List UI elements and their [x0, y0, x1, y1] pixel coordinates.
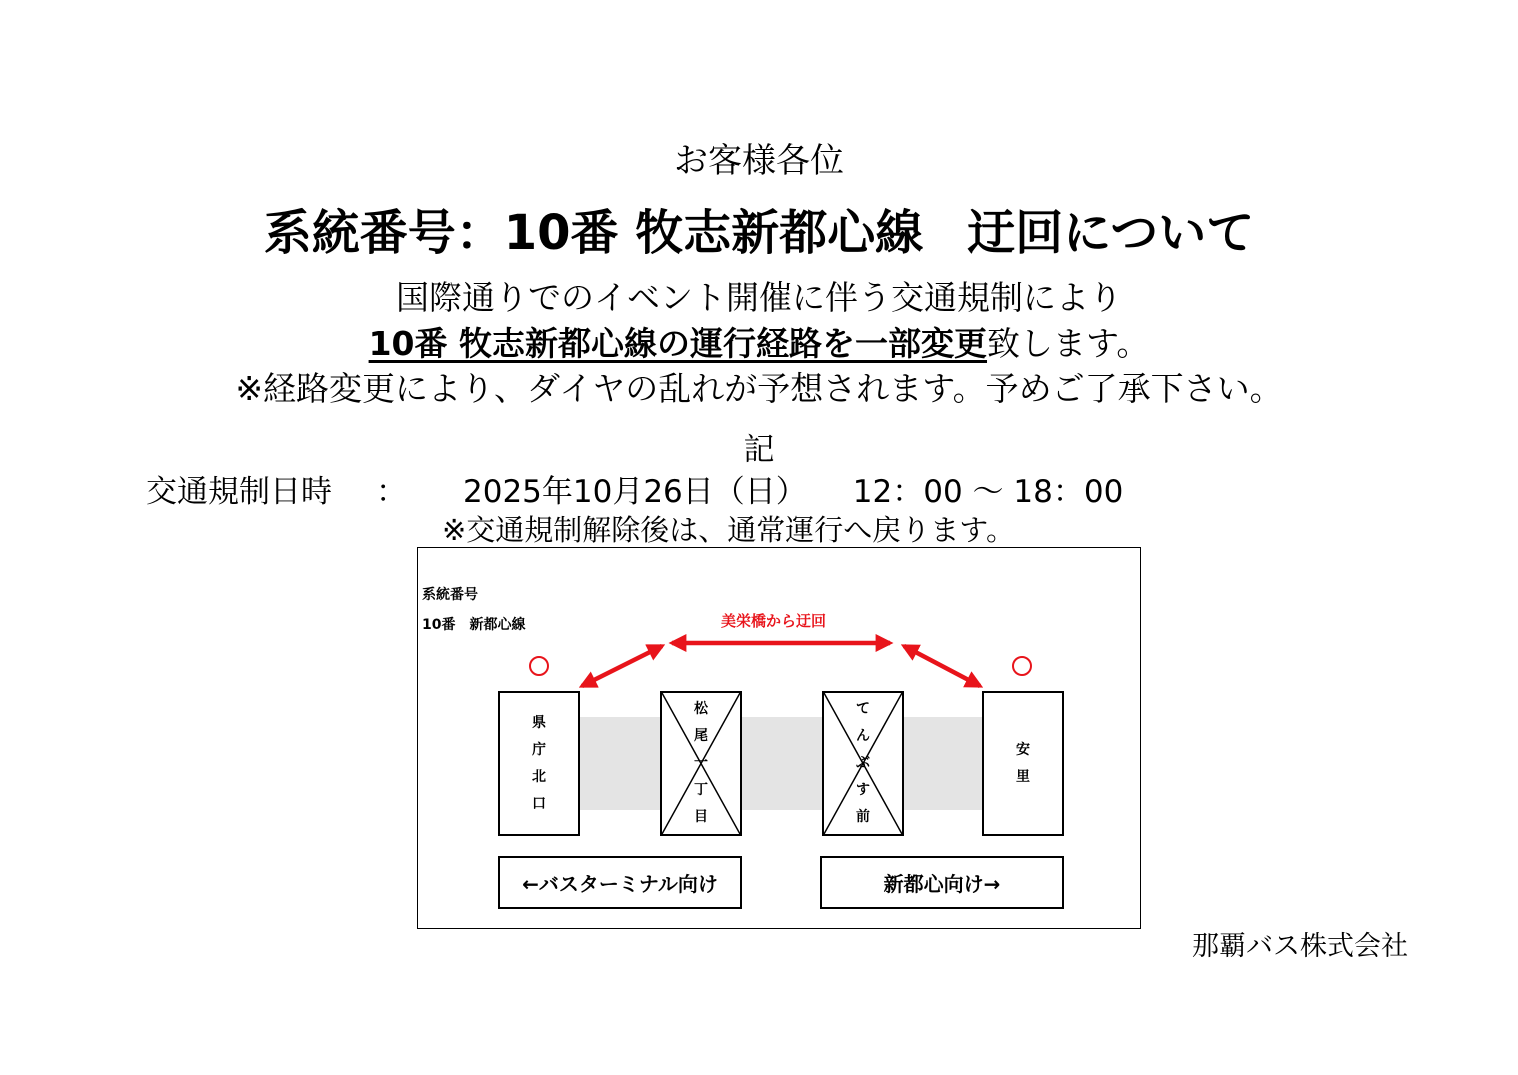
stop-char: ぶ: [856, 755, 870, 771]
stop-char: 一: [694, 755, 708, 771]
regulation-date: 2025年10月26日（日）: [463, 474, 807, 510]
stop-char: 庁: [532, 741, 546, 758]
notice-line-3: ※経路変更により、ダイヤの乱れが予想されます。予めご了承下さい。: [235, 369, 1283, 408]
direction-shintoshin: 新都心向け→: [820, 856, 1064, 909]
title-route: 系統番号：10番 牧志新都心線: [263, 205, 924, 261]
route-diagram: [417, 547, 1141, 929]
stop-char: 松: [694, 701, 708, 717]
stop-name: [662, 693, 740, 834]
regulation-label: 交通規制日時: [146, 474, 332, 510]
stop-char: 口: [532, 795, 546, 812]
stop-char: 北: [532, 768, 546, 785]
stop-asato: [982, 691, 1064, 836]
stop-char: ん: [856, 728, 870, 744]
route-code-label: 系統番号: [422, 587, 478, 603]
stop-matsuo-itchome: [660, 691, 742, 836]
notice-emphasis: 10番 牧志新都心線の運行経路を一部変更: [368, 324, 988, 363]
served-stop-circle-icon: [529, 656, 549, 676]
stop-char: す: [856, 782, 870, 798]
stop-name: [824, 693, 902, 834]
stop-char: 安: [1016, 741, 1030, 758]
stop-char: 里: [1016, 768, 1030, 785]
title-detour: 迂回について: [967, 205, 1255, 261]
stop-char: 県: [532, 714, 546, 731]
ki-heading: 記: [743, 432, 775, 468]
after-regulation-note: ※交通規制解除後は、通常運行へ戻ります。: [442, 513, 1015, 547]
stop-char: て: [856, 701, 870, 717]
stop-char: 丁: [694, 782, 708, 798]
detour-label: 美栄橋から迂回: [721, 612, 827, 630]
regulation-datetime-row: [146, 466, 1123, 511]
notice-line-2-rest: 致します。: [987, 324, 1150, 363]
notice-line-1: 国際通りでのイベント開催に伴う交通規制により: [396, 278, 1122, 317]
greeting: お客様各位: [674, 141, 844, 181]
notice-line-2: [0, 318, 1518, 365]
regulation-colon: ：: [376, 474, 407, 510]
detour-arrow-right: [904, 646, 980, 686]
stop-char: 目: [694, 809, 708, 825]
route-name-label: 10番 新都心線: [422, 617, 526, 633]
stop-char: 前: [856, 809, 870, 825]
stop-char: 尾: [694, 728, 708, 744]
stop-kencho-kitaguchi: [498, 691, 580, 836]
stop-name: [984, 693, 1062, 834]
detour-arrow-left: [582, 646, 662, 686]
stop-tenbusu-mae: [822, 691, 904, 836]
direction-bus-terminal: ←バスターミナル向け: [498, 856, 742, 909]
served-stop-circle-icon: [1012, 656, 1032, 676]
company-name: 那覇バス株式会社: [1192, 931, 1408, 962]
stop-name: [500, 693, 578, 834]
page-title: [0, 194, 1518, 263]
regulation-time: 12：00 ～ 18：00: [852, 474, 1124, 510]
